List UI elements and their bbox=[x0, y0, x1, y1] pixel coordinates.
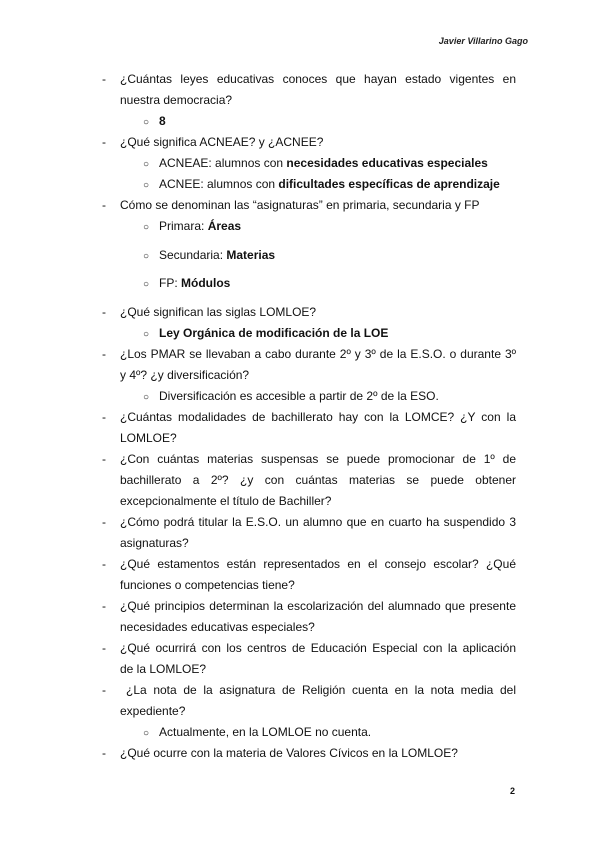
dash-marker: - bbox=[102, 452, 106, 466]
bullet-icon: ○ bbox=[143, 222, 150, 233]
question-text-line: ¿Los PMAR se llevaban a cabo durante 2º y 3º de la E.S.O. o durante 3º bbox=[120, 347, 516, 361]
question-text-line: ¿Cuántas leyes educativas conoces que hayan estado vigentes en bbox=[120, 72, 516, 86]
question-text-line: y 4º? ¿y diversificación? bbox=[120, 368, 250, 382]
dash-marker: - bbox=[102, 410, 106, 424]
question-text-line: ¿La nota de la asignatura de Religión cuenta en la nota media del bbox=[126, 683, 516, 697]
author-header: Javier Villarino Gago bbox=[438, 36, 528, 46]
bullet-icon: ○ bbox=[143, 251, 150, 262]
dash-marker: - bbox=[102, 557, 106, 571]
answer-text: Primara: bbox=[159, 219, 208, 233]
question-text-line: nuestra democracia? bbox=[120, 93, 233, 107]
answer-bold: 8 bbox=[159, 114, 166, 128]
answer-2b bbox=[143, 174, 500, 196]
question-text-line: ¿Qué significa ACNEAE? y ¿ACNEE? bbox=[120, 135, 324, 149]
bullet-icon: ○ bbox=[143, 159, 150, 170]
dash-marker: - bbox=[102, 746, 106, 760]
answer-bold: dificultades específicas de aprendizaje bbox=[278, 177, 500, 191]
answer-bold: Ley Orgánica de modificación de la LOE bbox=[159, 326, 389, 340]
question-text-line: ¿Qué estamentos están representados en el consejo escolar? ¿Qué bbox=[120, 557, 516, 571]
answer-text: FP: bbox=[159, 276, 182, 290]
dash-marker: - bbox=[102, 515, 106, 529]
answer-3a bbox=[143, 216, 241, 238]
question-text-line: expediente? bbox=[120, 704, 186, 718]
answer-text: ACNEAE: alumnos con bbox=[159, 156, 287, 170]
answer-text: Actualmente, en la LOMLOE no cuenta. bbox=[159, 725, 372, 739]
dash-marker: - bbox=[102, 198, 106, 212]
answer-1 bbox=[143, 111, 166, 133]
bullet-icon: ○ bbox=[143, 117, 150, 128]
answer-text: Diversificación es accesible a partir de 2º de la ESO. bbox=[159, 389, 439, 403]
dash-marker: - bbox=[102, 641, 106, 655]
question-text-line: excepcionalmente el título de Bachiller? bbox=[120, 494, 332, 508]
page-number: 2 bbox=[509, 786, 515, 796]
answer-2a bbox=[143, 153, 488, 175]
dash-marker: - bbox=[102, 599, 106, 613]
answer-bold: Áreas bbox=[207, 219, 242, 233]
question-text-line: asignaturas? bbox=[120, 536, 189, 550]
answer-bold: Materias bbox=[226, 248, 276, 262]
answer-3c bbox=[143, 273, 230, 295]
question-text-line: ¿Qué ocurrirá con los centros de Educación Especial con la aplicación bbox=[120, 641, 516, 655]
answer-text: Secundaria: bbox=[159, 248, 227, 262]
answer-bold: Módulos bbox=[181, 276, 231, 290]
question-text-line: de la LOMLOE? bbox=[120, 662, 207, 676]
question-text-line: ¿Cuántas modalidades de bachillerato hay con la LOMCE? ¿Y con la bbox=[120, 410, 516, 424]
question-text-line: LOMLOE? bbox=[120, 431, 177, 445]
bullet-icon: ○ bbox=[143, 392, 150, 403]
bullet-icon: ○ bbox=[143, 329, 150, 340]
bullet-icon: ○ bbox=[143, 279, 150, 290]
answer-text: ACNEE: alumnos con bbox=[159, 177, 279, 191]
answer-4 bbox=[143, 323, 388, 345]
answer-bold: necesidades educativas especiales bbox=[286, 156, 488, 170]
question-text-line: funciones o competencias tiene? bbox=[120, 578, 295, 592]
question-text-line: Cómo se denominan las “asignaturas” en primaria, secundaria y FP bbox=[120, 198, 480, 212]
question-text-line: ¿Qué ocurre con la materia de Valores Cívicos en la LOMLOE? bbox=[120, 746, 458, 760]
answer-5 bbox=[143, 386, 439, 408]
question-text-line: ¿Con cuántas materias suspensas se puede promocionar de 1º de bbox=[120, 452, 516, 466]
question-text-line: ¿Qué principios determinan la escolarización del alumnado que presente bbox=[120, 599, 516, 613]
dash-marker: - bbox=[102, 305, 106, 319]
question-text-line: necesidades educativas especiales? bbox=[120, 620, 315, 634]
bullet-icon: ○ bbox=[143, 180, 150, 191]
dash-marker: - bbox=[102, 347, 106, 361]
question-text-line: bachillerato a 2º? ¿y con cuántas materias se puede obtener bbox=[120, 473, 516, 487]
dash-marker: - bbox=[102, 683, 106, 697]
question-text-line: ¿Cómo podrá titular la E.S.O. un alumno que en cuarto ha suspendido 3 bbox=[120, 515, 516, 529]
dash-marker: - bbox=[102, 135, 106, 149]
answer-3b bbox=[143, 245, 275, 267]
dash-marker: - bbox=[102, 72, 106, 86]
answer-12 bbox=[143, 722, 371, 744]
question-text-line: ¿Qué significan las siglas LOMLOE? bbox=[120, 305, 317, 319]
bullet-icon: ○ bbox=[143, 728, 150, 739]
